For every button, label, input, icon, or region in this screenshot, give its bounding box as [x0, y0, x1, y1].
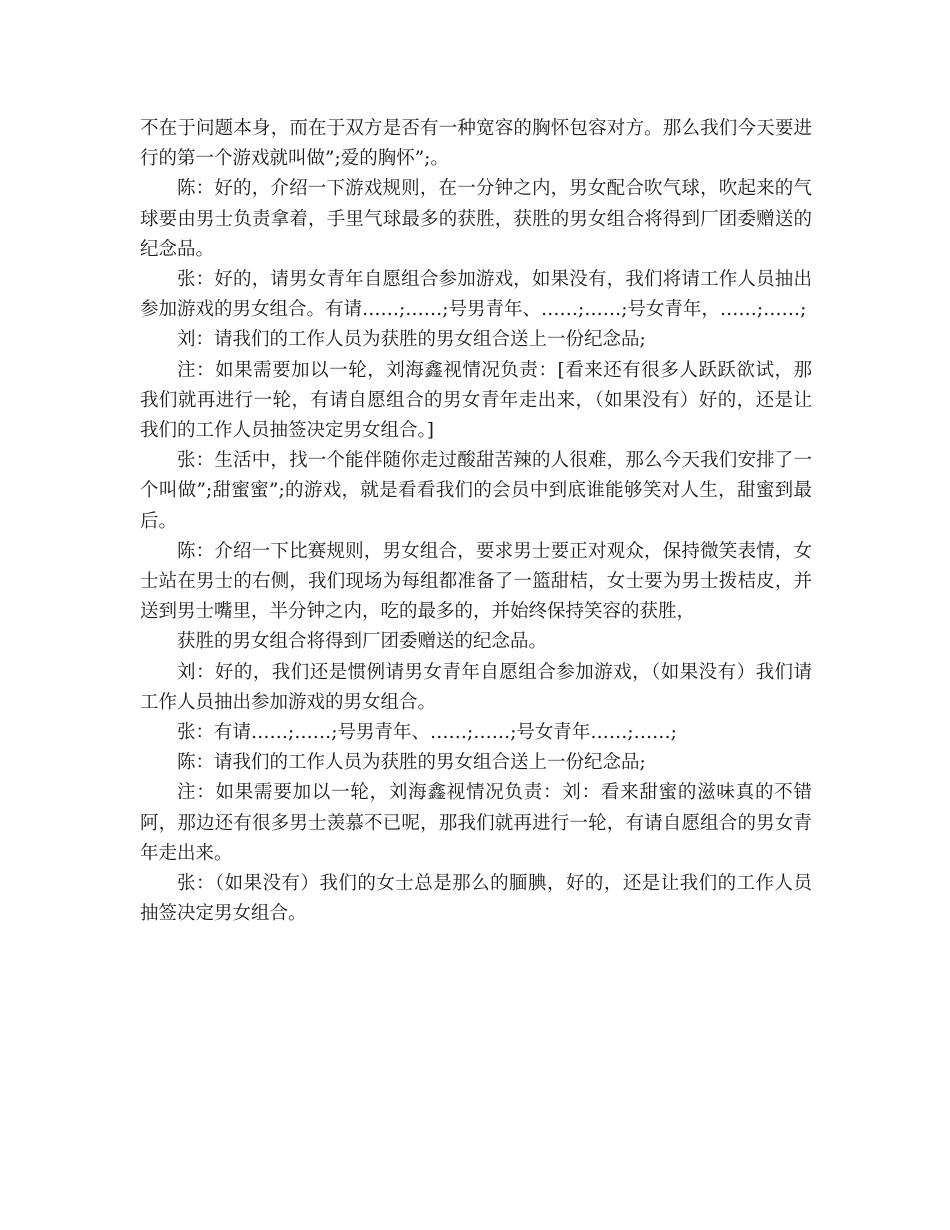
paragraph: 不在于问题本身，而在于双方是否有一种宽容的胸怀包容对方。那么我们今天要进行的第一个游戏就叫做”;爱的胸怀”;。	[140, 118, 812, 170]
paragraph: 刘：好的，我们还是惯例请男女青年自愿组合参加游戏，（如果没有）我们请工作人员抽出参加游戏的男女组合。	[140, 661, 812, 713]
paragraph: 注：如果需要加以一轮，刘海鑫视情况负责：刘：看来甜蜜的滋味真的不错阿，那边还有很多男士羡慕不已呢，那我们就再进行一轮，有请自愿组合的男女青年走出来。	[140, 782, 812, 864]
paragraph: 获胜的男女组合将得到厂团委赠送的纪念品。	[177, 631, 548, 653]
paragraph: 陈：好的，介绍一下游戏规则，在一分钟之内，男女配合吹气球，吹起来的气球要由男士负责拿着，手里气球最多的获胜，获胜的男女组合将得到厂团委赠送的纪念品。	[140, 178, 812, 260]
paragraph: 刘：请我们的工作人员为获胜的男女组合送上一份纪念品;	[177, 329, 646, 351]
paragraph: 注：如果需要加以一轮，刘海鑫视情况负责：[看来还有很多人跃跃欲试，那我们就再进行一轮，有请自愿组合的男女青年走出来，（如果没有）好的，还是让我们的工作人员抽签决定男女组合。]	[140, 359, 812, 442]
paragraph: 张：生活中，找一个能伴随你走过酸甜苦辣的人很难，那么今天我们安排了一个叫做”;甜蜜蜜”;的游戏，就是看看我们的会员中到底谁能够笑对人生，甜蜜到最后。	[140, 450, 812, 532]
document-body	[140, 114, 812, 929]
paragraph: 张：有请……;……;号男青年、……;……;号女青年……;……;	[177, 722, 677, 744]
paragraph: 张：好的，请男女青年自愿组合参加游戏，如果没有，我们将请工作人员抽出参加游戏的男女组合。有请……;……;号男青年、……;……;号女青年，……;……;	[140, 269, 812, 321]
paragraph: 张：（如果没有）我们的女士总是那么的腼腆，好的，还是让我们的工作人员抽签决定男女组合。	[140, 873, 812, 925]
paragraph: 陈：请我们的工作人员为获胜的男女组合送上一份纪念品;	[177, 752, 646, 774]
paragraph: 陈：介绍一下比赛规则，男女组合，要求男士要正对观众，保持微笑表情，女士站在男士的右侧，我们现场为每组都准备了一篮甜桔，女士要为男士拨桔皮，并送到男士嘴里，半分钟之内，吃的最多的，并始终保持笑容的获胜，	[140, 540, 812, 623]
